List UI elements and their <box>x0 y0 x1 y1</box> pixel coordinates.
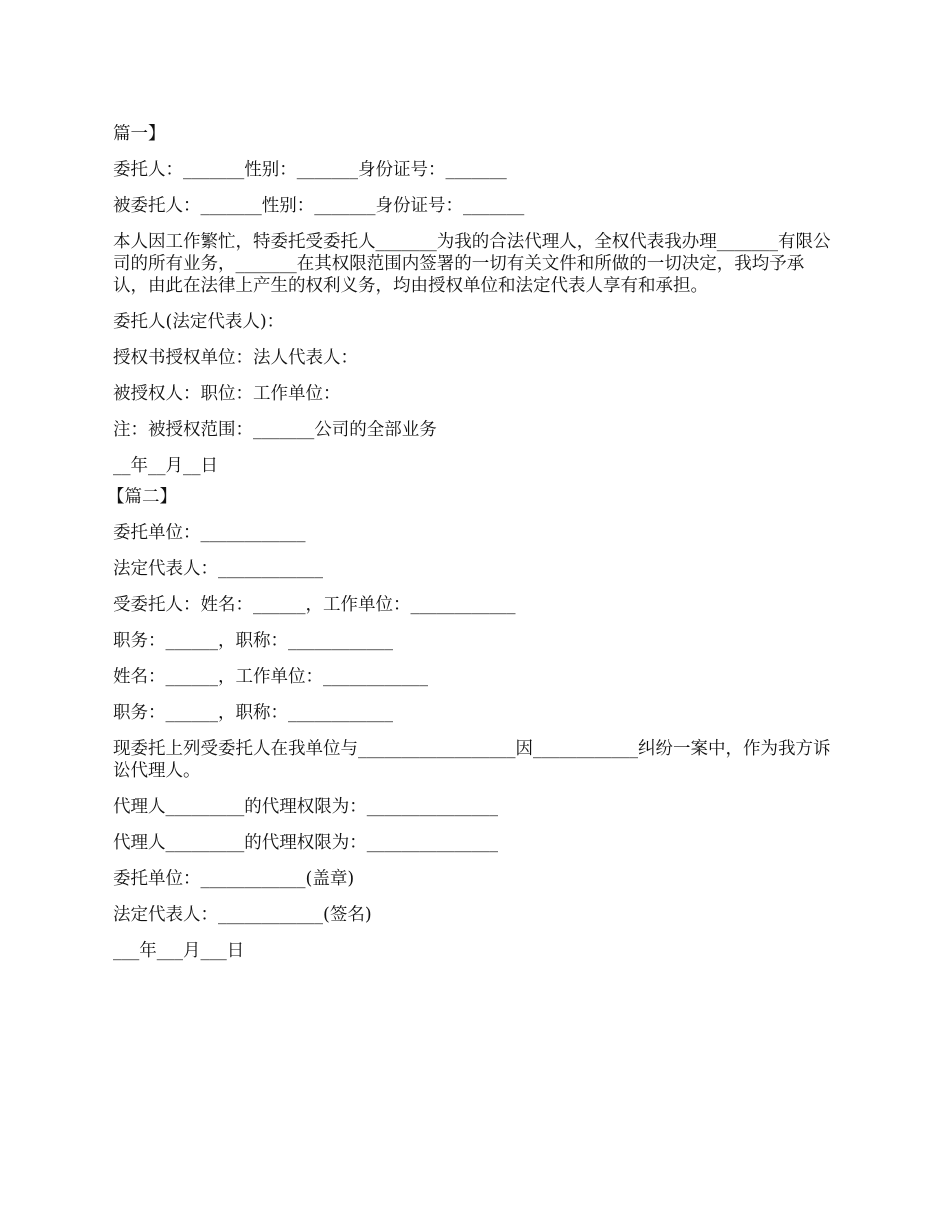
legal-rep-line: 法定代表人：____________ <box>113 559 323 579</box>
authorized-person-line: 被授权人：职位：工作单位： <box>113 384 341 404</box>
seal-line: 委托单位：____________(盖章) <box>113 869 355 889</box>
litigation-paragraph: 现委托上列受委托人在我单位与__________________因____________纠纷一案中，作为我方诉讼代理人。 <box>113 739 831 781</box>
document-page <box>107 123 838 976</box>
agent-scope-line-2: 代理人_________的代理权限为：_______________ <box>113 833 498 853</box>
trustee-position-line: 职务：______，职称：____________ <box>113 631 393 651</box>
section1-heading: 篇一】 <box>113 124 166 144</box>
second-name-line: 姓名：______，工作单位：____________ <box>113 667 428 687</box>
second-position-line: 职务：______，职称：____________ <box>113 703 393 723</box>
legal-representative-line: 委托人(法定代表人)： <box>113 312 285 332</box>
scope-note-line: 注：被授权范围：_______公司的全部业务 <box>113 420 437 440</box>
entrusting-unit-line: 委托单位：____________ <box>113 523 306 543</box>
agent-line: 被委托人：_______性别：_______身份证号：_______ <box>113 196 525 216</box>
trustee-name-line: 受委托人：姓名：______，工作单位：____________ <box>113 595 516 615</box>
section2-date-line: ___年___月___日 <box>113 941 245 961</box>
authorizing-unit-line: 授权书授权单位：法人代表人： <box>113 348 358 368</box>
agent-scope-line-1: 代理人_________的代理权限为：_______________ <box>113 797 498 817</box>
signature-line: 法定代表人：____________(签名) <box>113 905 372 925</box>
section1-date-line: __年__月__日 <box>113 456 218 476</box>
authorization-paragraph: 本人因工作繁忙，特委托受委托人_______为我的合法代理人，全权代表我办理_______有限公司的所有业务，_______在其权限范围内签署的一切有关文件和所做的一切决定，我均予承认，由此在法律上产生的权利义务，均由授权单位和法定代表人享有和承担。 <box>113 232 831 296</box>
section2-heading: 【篇二】 <box>107 487 177 507</box>
principal-line: 委托人：_______性别：_______身份证号：_______ <box>113 160 507 180</box>
